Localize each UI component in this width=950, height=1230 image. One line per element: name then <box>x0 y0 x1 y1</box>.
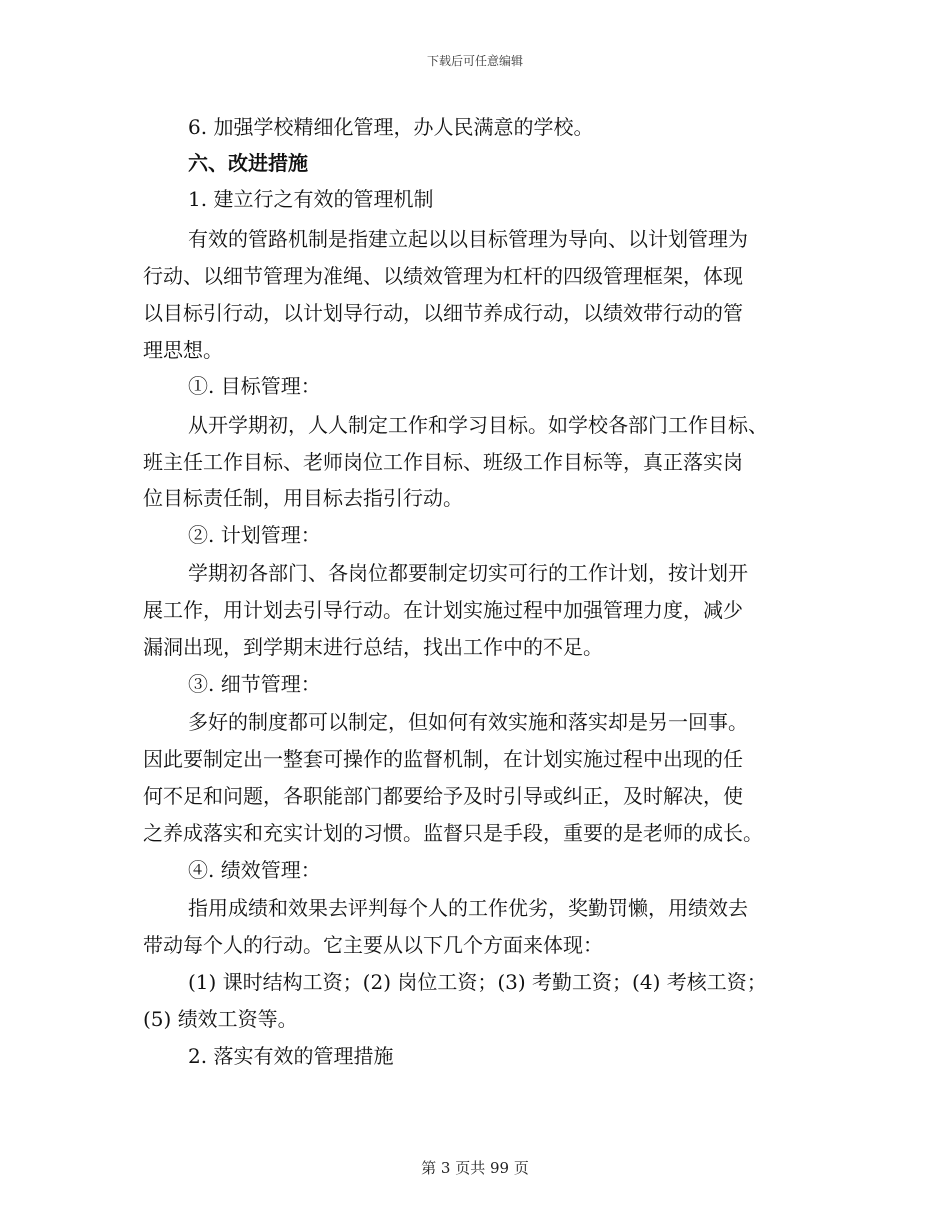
paragraph-line: 以目标引行动，以计划导行动，以细节养成行动，以绩效带行动的管 <box>143 301 743 325</box>
paragraph-line: 指用成绩和效果去评判每个人的工作优劣，奖勤罚懒，用绩效去 <box>188 896 748 920</box>
paragraph-line: 因此要制定出一整套可操作的监督机制，在计划实施过程中出现的任 <box>143 747 743 771</box>
item-heading: ①. 目标管理： <box>188 374 321 398</box>
item-heading: ②. 计划管理： <box>188 523 321 547</box>
paragraph-line: 之养成落实和充实计划的习惯。监督只是手段，重要的是老师的成长。 <box>143 821 763 845</box>
paragraph-line: 理思想。 <box>143 338 223 362</box>
paragraph-line: 何不足和问题，各职能部门都要给予及时引导或纠正，及时解决，使 <box>143 784 743 808</box>
paragraph-line: 6. 加强学校精细化管理，办人民满意的学校。 <box>188 115 594 139</box>
paragraph-line: 位目标责任制，用目标去指引行动。 <box>143 486 463 510</box>
item-heading: ④. 绩效管理： <box>188 858 321 882</box>
paragraph-line: (1) 课时结构工资；(2) 岗位工资；(3) 考勤工资；(4) 考核工资； <box>188 970 767 994</box>
paragraph-line: 带动每个人的行动。它主要从以下几个方面来体现： <box>143 933 603 957</box>
item-heading: ③. 细节管理： <box>188 672 321 696</box>
paragraph-line: 从开学期初，人人制定工作和学习目标。如学校各部门工作目标、 <box>188 413 768 437</box>
paragraph-line: 行动、以细节管理为准绳、以绩效管理为杠杆的四级管理框架，体现 <box>143 264 743 288</box>
paragraph-line: (5) 绩效工资等。 <box>143 1007 298 1031</box>
paragraph-line: 有效的管路机制是指建立起以以目标管理为导向、以计划管理为 <box>188 227 748 251</box>
page-footer: 第 3 页共 99 页 <box>421 1159 529 1177</box>
subsection-heading: 1. 建立行之有效的管理机制 <box>188 187 434 211</box>
subsection-heading: 2. 落实有效的管理措施 <box>188 1044 394 1068</box>
paragraph-line: 班主任工作目标、老师岗位工作目标、班级工作目标等，真正落实岗 <box>143 450 743 474</box>
paragraph-line: 学期初各部门、各岗位都要制定切实可行的工作计划，按计划开 <box>188 561 748 585</box>
paragraph-line: 漏洞出现，到学期末进行总结，找出工作中的不足。 <box>143 635 603 659</box>
paragraph-line: 展工作，用计划去引导行动。在计划实施过程中加强管理力度，减少 <box>143 598 743 622</box>
page-header: 下载后可任意编辑 <box>426 54 523 68</box>
section-heading: 六、改进措施 <box>188 151 308 175</box>
paragraph-line: 多好的制度都可以制定，但如何有效实施和落实却是另一回事。 <box>188 710 748 734</box>
